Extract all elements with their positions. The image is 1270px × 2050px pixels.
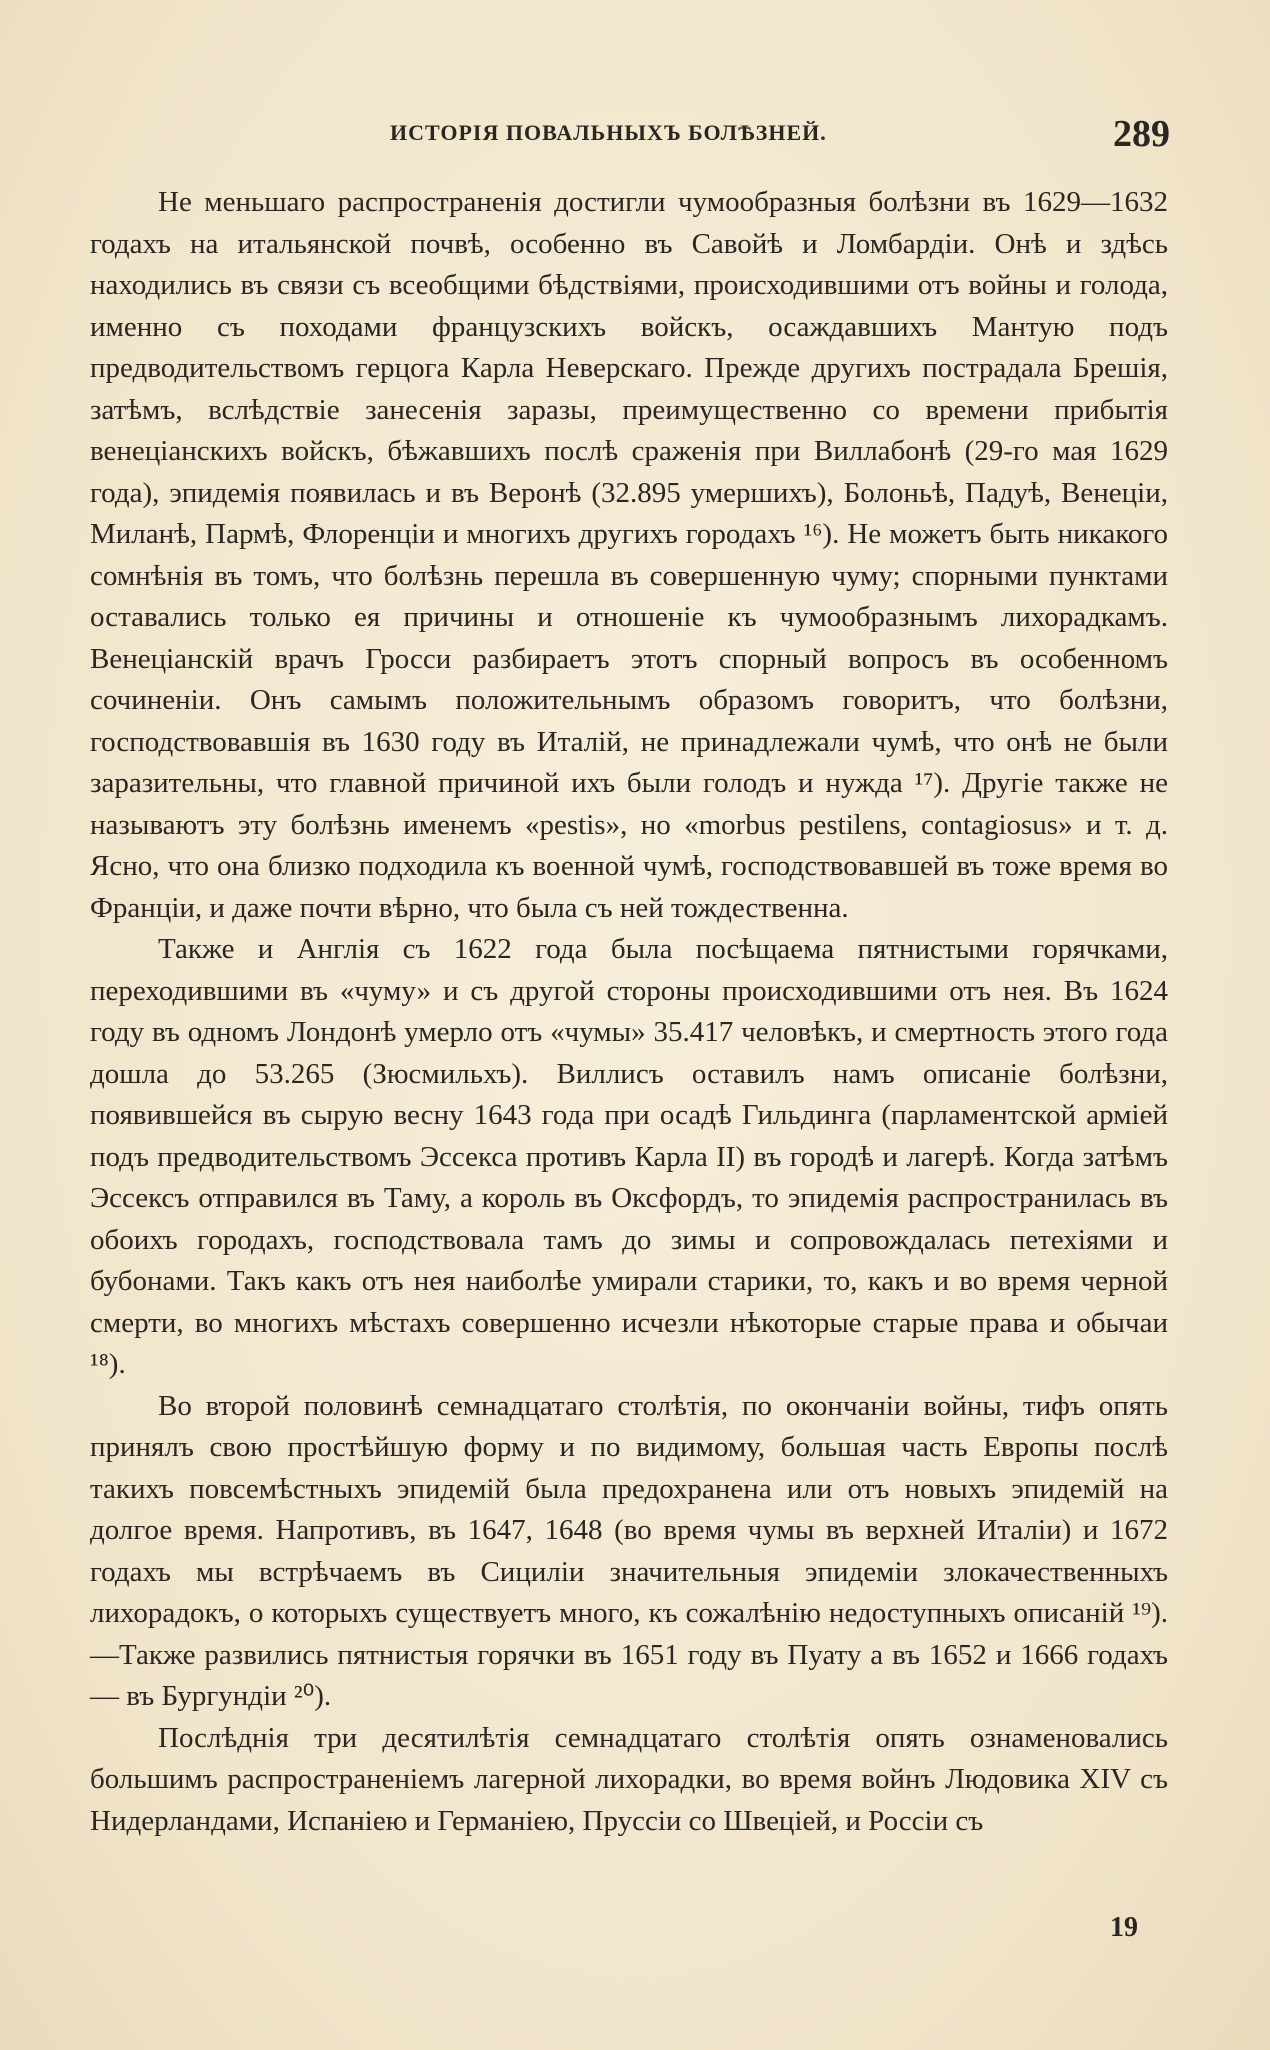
- page-footer: [90, 1912, 1168, 1962]
- page-number: 289: [1113, 113, 1170, 155]
- body-text: [90, 182, 1168, 1842]
- page-header: [100, 112, 1170, 162]
- running-title: ИСТОРІЯ ПОВАЛЬНЫХЪ БОЛѢЗНЕЙ.: [390, 120, 827, 145]
- paragraph: Не меньшаго распространенія достигли чумообразныя болѣзни въ 1629—1632 годахъ на итальянской почвѣ, особенно въ Савойѣ и Ломбардіи. Онѣ и здѣсь находились въ связи съ всеобщими бѣдствіями, происходившими отъ войны и голода, именно съ походами французскихъ войскъ, осаждавшихъ Мантую подъ предводительствомъ герцога Карла Неверскаго. Прежде другихъ пострадала Брешія, затѣмъ, вслѣдствіе занесенія заразы, преимущественно со времени прибытія венеціанскихъ войскъ, бѣжавшихъ послѣ сраженія при Виллабонѣ (29-го мая 1629 года), эпидемія появилась и въ Веронѣ (32.895 умершихъ), Болоньѣ, Падуѣ, Венеціи, Миланѣ, Пармѣ, Флоренціи и многихъ другихъ городахъ ¹⁶). Не можетъ быть никакого сомнѣнія въ томъ, что болѣзнь перешла въ совершенную чуму; спорными пунктами оставались только ея причины и отношеніе къ чумообразнымъ лихорадкамъ. Венеціанскій врачъ Гросси разбираетъ этотъ спорный вопросъ въ особенномъ сочиненіи. Онъ самымъ положительнымъ образомъ говоритъ, что болѣзни, господствовавшія въ 1630 году въ Италій, не принадлежали чумѣ, что онѣ не были заразительны, что главной причиной ихъ были голодъ и нужда ¹⁷). Другіе также не называютъ эту болѣзнь именемъ «pestis», но «morbus pestilens, contagiosus» и т. д. Ясно, что она близко подходила къ военной чумѣ, господствовавшей въ тоже время во Франціи, и даже почти вѣрно, что была съ ней тождественна.: [90, 186, 1168, 924]
- signature-mark: 19: [1110, 1912, 1138, 1943]
- paragraph: Послѣднія три десятилѣтія семнадцатаго столѣтія опять ознаменовались большимъ распространеніемъ лагерной лихорадки, во время войнъ Людовика XIV съ Нидерландами, Испаніею и Германіею, Пруссіи со Швеціей, и Россіи съ: [90, 1721, 1168, 1837]
- paragraph: Также и Англія съ 1622 года была посѣщаема пятнистыми горячками, переходившими въ «чуму» и съ другой стороны происходившими отъ нея. Въ 1624 году въ одномъ Лондонѣ умерло отъ «чумы» 35.417 человѣкъ, и смертность этого года дошла до 53.265 (Зюсмильхъ). Виллисъ оставилъ намъ описаніе болѣзни, появившейся въ сырую весну 1643 года при осадѣ Гильдинга (парламентской арміей подъ предводительствомъ Эссекса противъ Карла II) въ городѣ и лагерѣ. Когда затѣмъ Эссексъ отправился въ Таму, а король въ Оксфордъ, то эпидемія распространилась въ обоихъ городахъ, господствовала тамъ до зимы и сопровождалась петехіями и бубонами. Такъ какъ отъ нея наиболѣе умирали старики, то, какъ и во время черной смерти, во многихъ мѣстахъ совершенно исчезли нѣкоторые старые права и обычаи ¹⁸).: [90, 933, 1168, 1380]
- paragraph: Во второй половинѣ семнадцатаго столѣтія, по окончаніи войны, тифъ опять принялъ свою простѣйшую форму и по видимому, большая часть Европы послѣ такихъ повсемѣстныхъ эпидемій была предохранена или отъ новыхъ эпидемій на долгое время. Напротивъ, въ 1647, 1648 (во время чумы въ верхней Италіи) и 1672 годахъ мы встрѣчаемъ въ Сициліи значительныя эпидеміи злокачественныхъ лихорадокъ, о которыхъ существуетъ много, къ сожалѣнію недоступныхъ описаній ¹⁹).—Также развились пятнистыя горячки въ 1651 году въ Пуату а въ 1652 и 1666 годахъ — въ Бургундіи ²⁰).: [90, 1389, 1168, 1712]
